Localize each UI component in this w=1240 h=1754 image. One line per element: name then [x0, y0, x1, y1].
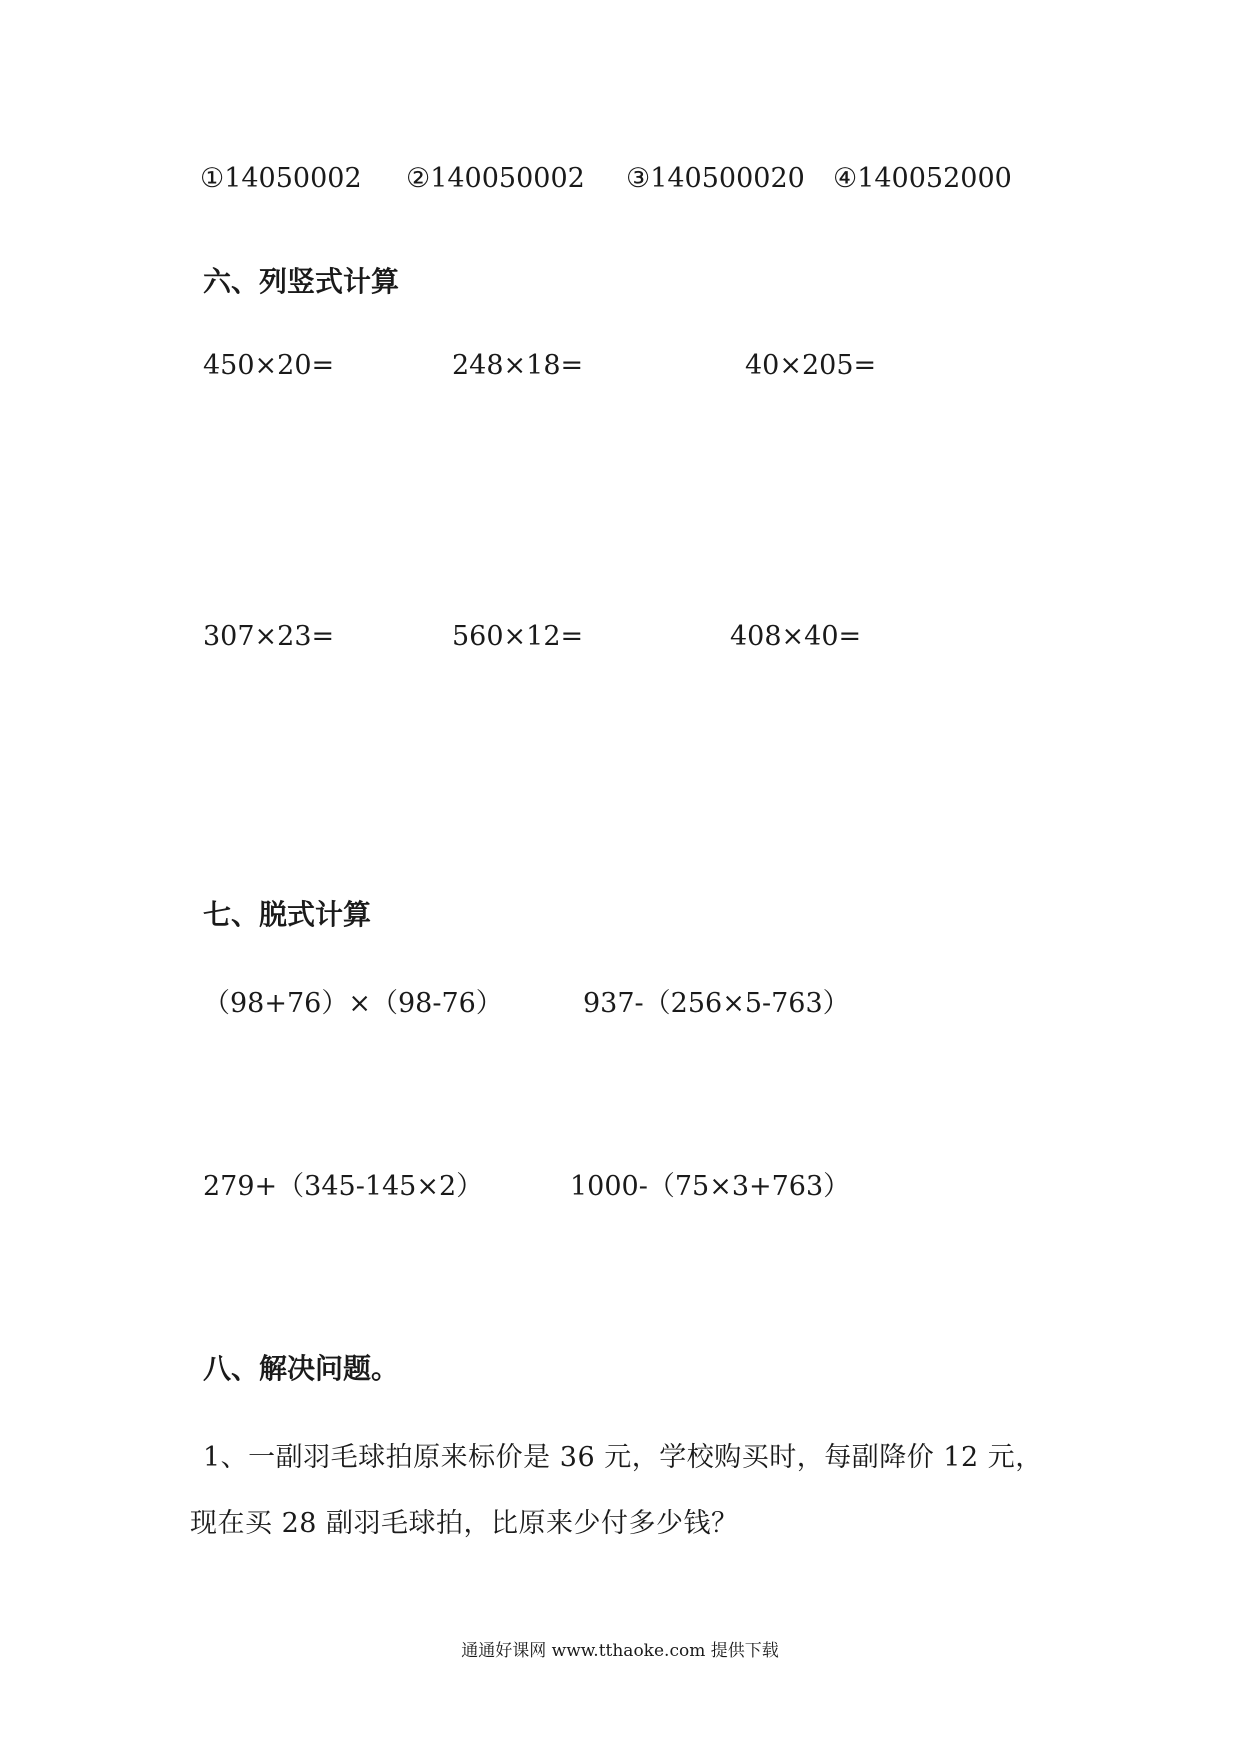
option-3: ③140500020: [626, 163, 805, 194]
vertical-calc-3: 40×205=: [745, 350, 877, 381]
section-8-title: 八、解决问题。: [203, 1352, 400, 1385]
page-footer: 通通好课网 www.tthaoke.com 提供下载: [461, 1641, 779, 1661]
stepwise-calc-1: （98+76）×（98-76）: [203, 988, 503, 1019]
problem-1-line-1: 1、一副羽毛球拍原来标价是 36 元，学校购买时，每副降价 12 元，: [203, 1442, 1043, 1473]
vertical-calc-1: 450×20=: [203, 350, 335, 381]
option-4: ④140052000: [833, 163, 1012, 194]
section-6-title: 六、列竖式计算: [203, 265, 400, 298]
stepwise-calc-2: 937-（256×5-763）: [583, 988, 850, 1019]
stepwise-calc-3: 279+（345-145×2）: [203, 1171, 484, 1202]
section-7-title: 七、脱式计算: [203, 898, 372, 931]
vertical-calc-4: 307×23=: [203, 621, 335, 652]
vertical-calc-6: 408×40=: [730, 621, 862, 652]
vertical-calc-5: 560×12=: [452, 621, 584, 652]
problem-1-line-2: 现在买 28 副羽毛球拍，比原来少付多少钱？: [190, 1508, 739, 1539]
option-2: ②140050002: [406, 163, 585, 194]
stepwise-calc-4: 1000-（75×3+763）: [570, 1171, 851, 1202]
option-1: ①14050002: [200, 163, 362, 194]
vertical-calc-2: 248×18=: [452, 350, 584, 381]
